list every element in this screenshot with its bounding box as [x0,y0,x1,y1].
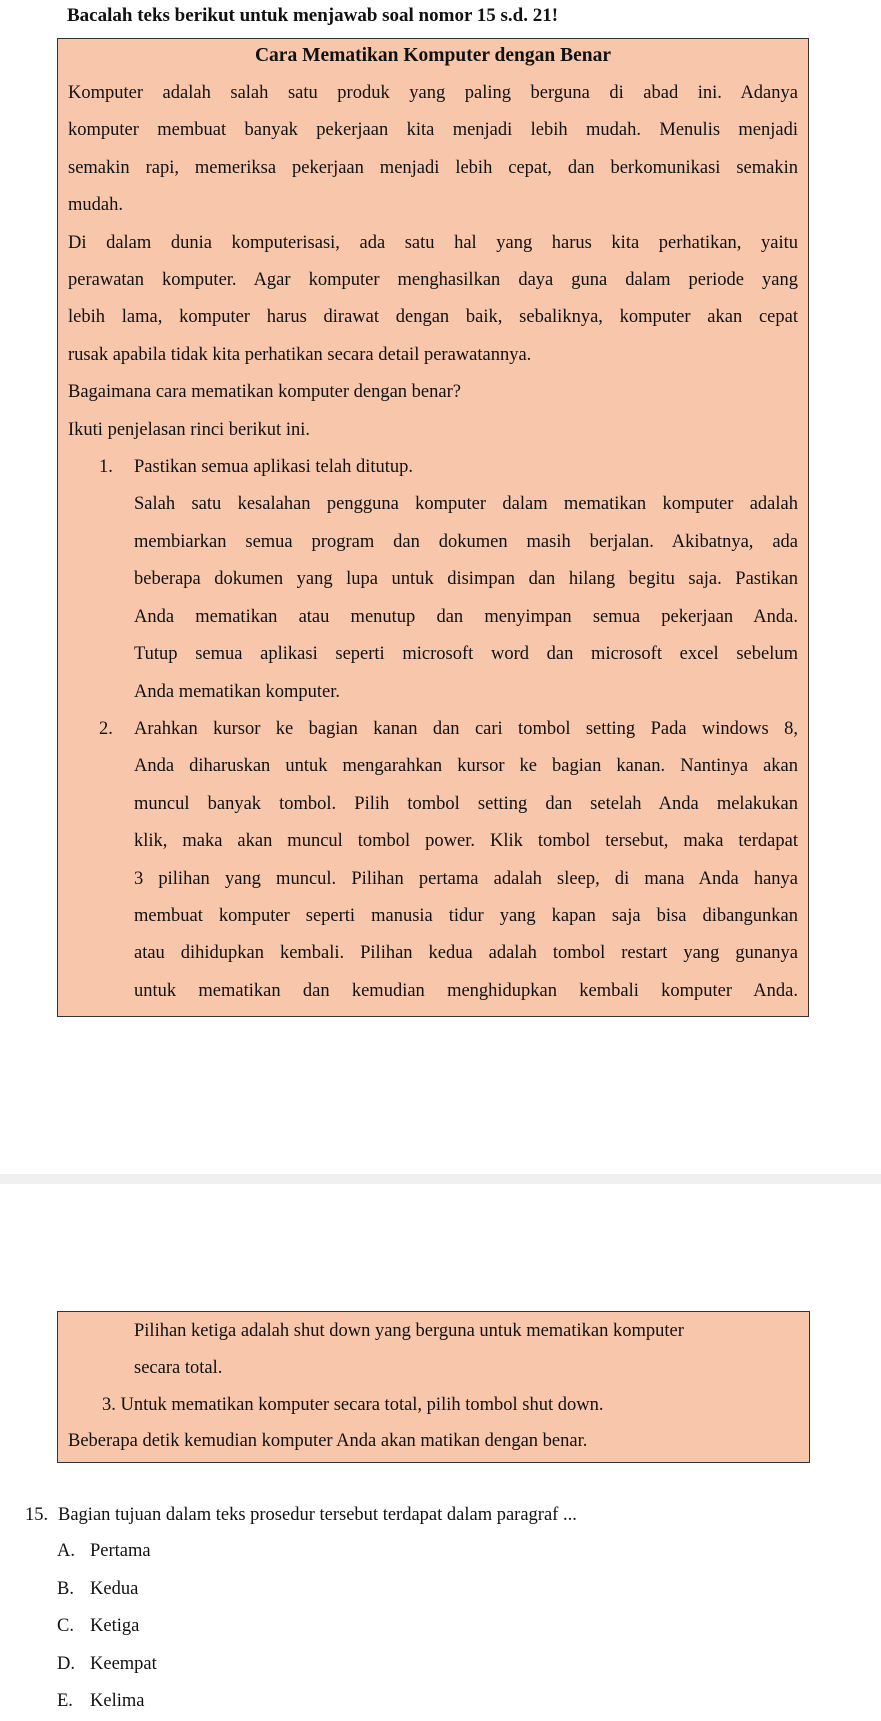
question-prompt: Bagian tujuan dalam teks prosedur tersebut terdapat dalam paragraf ... [58,1505,577,1525]
text-line: komputer membuat banyak pekerjaan kita menjadi lebih mudah. Menulis menjadi [68,120,798,141]
text-line: Arahkan kursor ke bagian kanan dan cari tombol setting Pada windows 8, [134,718,798,739]
step-2-continuation [68,1313,798,1387]
text-line: klik, maka akan muncul tombol power. Klik tombol tersebut, maka terdapat [134,831,798,852]
paragraph-2 [68,225,798,375]
text-line: muncul banyak tombol. Pilih tombol setting dan setelah Anda melakukan [134,793,798,814]
text-line: Salah satu kesalahan pengguna komputer dalam mematikan komputer adalah [134,494,798,515]
text-line: Anda mematikan komputer. [134,681,341,702]
text-line: Tutup semua aplikasi seperti microsoft word dan microsoft excel sebelum [134,644,798,665]
step-number: 2. [99,718,113,739]
step-text: Untuk mematikan komputer secara total, pilih tombol shut down. [120,1395,604,1415]
text-line: membuat komputer seperti manusia tidur yang kapan saja bisa dibangunkan [134,905,798,926]
paragraph-1 [68,75,798,225]
option-letter: B. [57,1578,74,1599]
question-number: 15. [25,1505,49,1525]
option-text: Ketiga [90,1616,140,1637]
paragraph-4: Ikuti penjelasan rinci berikut ini. [68,419,310,440]
text-line: beberapa dokumen yang lupa untuk disimpan dan hilang begitu saja. Pastikan [134,569,798,590]
text-line: Pilihan ketiga adalah shut down yang berguna untuk mematikan komputer [134,1321,684,1341]
option-letter: A. [57,1541,75,1561]
text-line: mudah. [68,195,123,216]
option-e[interactable] [25,1683,865,1721]
option-b[interactable] [25,1571,865,1609]
reading-text-box [57,38,809,1017]
step-number: 3. [102,1395,116,1415]
option-text: Kelima [90,1691,145,1712]
text-line: Anda diharuskan untuk mengarahkan kursor ke bagian kanan. Nantinya akan [134,756,798,777]
step-1 [68,449,798,711]
text-line: perawatan komputer. Agar komputer menghasilkan daya guna dalam periode yang [68,270,798,291]
page-2 [0,1184,881,1713]
text-line: Komputer adalah salah satu produk yang paling berguna di abad ini. Adanya [68,83,798,103]
option-text: Pertama [90,1541,151,1561]
step-number: 1. [99,457,113,478]
text-line: Di dalam dunia komputerisasi, ada satu hal yang harus kita perhatikan, yaitu [68,232,798,253]
answer-options [25,1533,865,1721]
text-line: 3 pilihan yang muncul. Pilihan pertama adalah sleep, di mana Anda hanya [134,868,798,889]
text-line: Anda mematikan atau menutup dan menyimpan semua pekerjaan Anda. [134,606,798,627]
step-2 [68,711,798,1010]
option-letter: E. [57,1691,73,1712]
reading-text-box-continued [57,1311,810,1463]
closing-paragraph: Beberapa detik kemudian komputer Anda akan matikan dengan benar. [68,1431,588,1451]
step-3 [68,1387,798,1423]
text-line: rusak apabila tidak kita perhatikan secara detail perawatannya. [68,344,532,365]
option-letter: C. [57,1616,74,1637]
text-line: atau dihidupkan kembali. Pilihan kedua adalah tombol restart yang gunanya [134,943,798,964]
text-line: semakin rapi, memeriksa pekerjaan menjadi lebih cepat, dan berkomunikasi semakin [68,157,798,178]
text-line: lebih lama, komputer harus dirawat dengan baik, sebaliknya, komputer akan cepat [68,307,798,328]
page-separator [0,1174,881,1184]
text-line: membiarkan semua program dan dokumen masih berjalan. Akibatnya, ada [134,531,798,552]
question-text [25,1497,865,1533]
option-c[interactable] [25,1608,865,1646]
option-text: Keempat [90,1653,157,1674]
option-d[interactable] [25,1646,865,1684]
text-title: Cara Mematikan Komputer dengan Benar [254,45,612,66]
text-line: untuk mematikan dan kemudian menghidupkan kembali komputer Anda. [134,980,798,1001]
instruction-text: Bacalah teks berikut untuk menjawab soal nomor 15 s.d. 21! [67,5,559,26]
step-heading: Pastikan semua aplikasi telah ditutup. [134,457,413,478]
question-15 [25,1497,865,1721]
option-text: Kedua [90,1578,139,1599]
option-letter: D. [57,1653,75,1674]
paragraph-3: Bagaimana cara mematikan komputer dengan benar? [68,382,461,403]
option-a[interactable] [25,1533,865,1571]
text-line: secara total. [134,1358,223,1378]
